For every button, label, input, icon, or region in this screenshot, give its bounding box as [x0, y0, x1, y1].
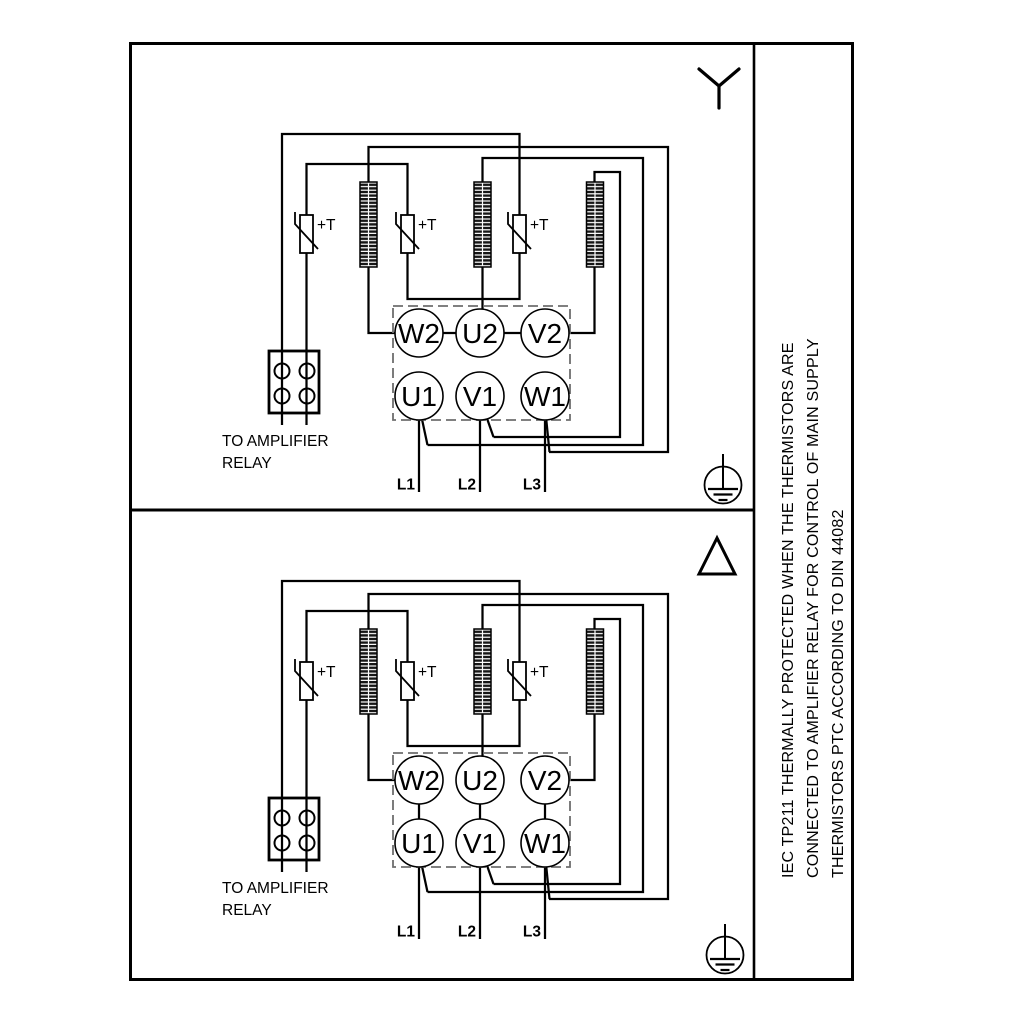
- terminal-label: V1: [462, 381, 498, 412]
- terminal-label: V2: [527, 318, 563, 349]
- side-note-line: IEC TP211 THERMALLY PROTECTED WHEN THE THERMISTORS ARE: [780, 342, 797, 878]
- relay-note-line: TO AMPLIFIER: [222, 433, 329, 450]
- thermistor-symbol: [300, 215, 313, 253]
- thermistor-symbol: [401, 215, 414, 253]
- terminal-label: U2: [462, 318, 498, 349]
- terminal-label: V2: [527, 765, 563, 796]
- wire: [408, 700, 520, 746]
- protective-earth-icon: [707, 924, 744, 974]
- thermistor-symbol: [300, 662, 313, 700]
- supply-line-label: L1: [396, 923, 415, 941]
- wire: [546, 417, 550, 452]
- thermistor-label: +T: [317, 217, 336, 234]
- thermistor-label: +T: [418, 217, 437, 234]
- protective-earth-icon: [705, 454, 742, 504]
- relay-connector-box: [269, 351, 319, 413]
- terminal-label: U2: [462, 765, 498, 796]
- terminal-label: V1: [462, 828, 498, 859]
- side-note-line: THERMISTORS PTC ACCORDING TO DIN 44082: [830, 509, 847, 878]
- terminal-label: U1: [401, 381, 437, 412]
- delta-symbol-icon: [699, 538, 735, 574]
- thermistor-label: +T: [317, 664, 336, 681]
- thermistor-symbol: [513, 662, 526, 700]
- wire: [307, 611, 408, 662]
- relay-note-line: RELAY: [222, 902, 272, 919]
- thermistor-symbol: [401, 662, 414, 700]
- wire: [408, 253, 520, 299]
- supply-line-label: L2: [457, 476, 476, 494]
- relay-note-line: RELAY: [222, 455, 272, 472]
- wire: [546, 864, 550, 899]
- wire: [568, 714, 595, 780]
- terminal-label: W2: [398, 765, 440, 796]
- thermistor-symbol: [513, 215, 526, 253]
- terminal-label: W1: [524, 381, 566, 412]
- relay-connector-box: [269, 798, 319, 860]
- wire: [369, 714, 397, 780]
- side-note: [780, 338, 847, 878]
- supply-line-label: L3: [522, 923, 541, 941]
- thermistor-label: +T: [530, 217, 549, 234]
- star-symbol-icon: [699, 69, 739, 108]
- relay-note-line: TO AMPLIFIER: [222, 880, 329, 897]
- thermistor-label: +T: [418, 664, 437, 681]
- supply-line-label: L2: [457, 923, 476, 941]
- wire: [568, 267, 595, 333]
- panel-star-connection: [222, 69, 742, 504]
- supply-line-label: L3: [522, 476, 541, 494]
- terminal-label: W1: [524, 828, 566, 859]
- panel-delta-connection: [222, 538, 744, 974]
- supply-line-label: L1: [396, 476, 415, 494]
- wire: [307, 164, 408, 215]
- wire: [422, 417, 428, 445]
- wire: [369, 267, 397, 333]
- side-note-line: CONNECTED TO AMPLIFIER RELAY FOR CONTROL OF MAIN SUPPLY: [805, 338, 822, 878]
- terminal-label: U1: [401, 828, 437, 859]
- thermistor-label: +T: [530, 664, 549, 681]
- wire: [422, 864, 428, 892]
- terminal-label: W2: [398, 318, 440, 349]
